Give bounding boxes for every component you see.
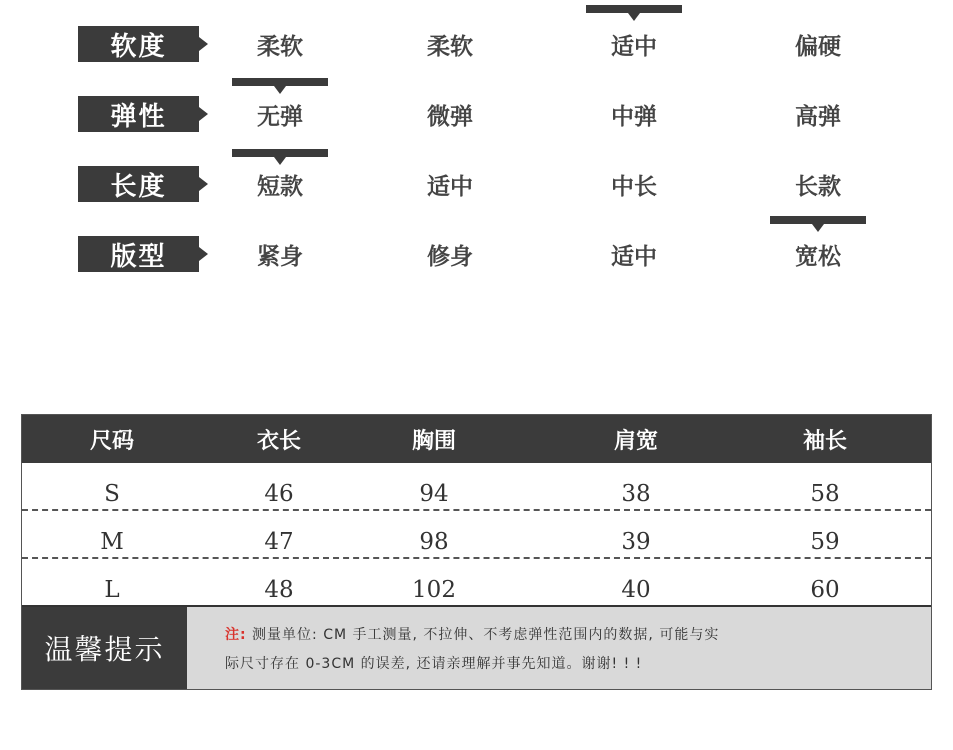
table-row (22, 559, 931, 607)
cell-size: M (100, 529, 124, 555)
selection-marker-softness (586, 5, 682, 13)
attribute-option: 偏硬 (795, 33, 841, 60)
cell-chest: 102 (412, 577, 456, 603)
tip-line-1 (225, 621, 917, 650)
attribute-option: 适中 (427, 173, 473, 200)
tip-text-1: 测量单位: CM 手工测量, 不拉伸、不考虑弹性范围内的数据, 可能与实 (246, 627, 720, 643)
cell-size: S (104, 481, 120, 507)
tip-text-2: 际尺寸存在 0-3CM 的误差, 还请亲理解并事先知道。谢谢! ! ! (225, 656, 643, 672)
attribute-row-fit (0, 236, 953, 296)
header-size: 尺码 (89, 428, 134, 454)
header-sleeve: 袖长 (802, 428, 847, 454)
attribute-option: 高弹 (795, 103, 841, 130)
cell-chest: 98 (419, 529, 449, 555)
attribute-row-softness (0, 26, 953, 86)
attribute-option: 紧身 (257, 243, 303, 270)
attribute-option: 适中 (611, 33, 657, 60)
attribute-label: 弹性 (78, 96, 199, 132)
attribute-option: 微弹 (427, 103, 473, 130)
attribute-option: 修身 (427, 243, 473, 270)
attribute-option: 中长 (611, 173, 657, 200)
attribute-option: 宽松 (795, 243, 841, 270)
tip-box (22, 605, 931, 689)
table-header (22, 415, 931, 463)
cell-chest: 94 (419, 481, 449, 507)
header-chest: 胸围 (411, 428, 456, 454)
attribute-option: 短款 (257, 173, 303, 200)
table-row (22, 463, 931, 511)
cell-sleeve: 59 (810, 529, 840, 555)
attribute-option: 中弹 (611, 103, 657, 130)
cell-sleeve: 58 (810, 481, 840, 507)
size-table (21, 414, 932, 690)
header-length: 衣长 (256, 428, 301, 454)
attribute-option: 适中 (611, 243, 657, 270)
attribute-label: 长度 (78, 166, 199, 202)
attribute-option: 柔软 (427, 33, 473, 60)
tip-content (187, 607, 931, 689)
header-shoulder: 肩宽 (613, 428, 658, 454)
cell-length: 47 (264, 529, 294, 555)
cell-length: 48 (264, 577, 294, 603)
selection-marker-elasticity (232, 78, 328, 86)
cell-shoulder: 39 (621, 529, 651, 555)
cell-shoulder: 40 (621, 577, 651, 603)
table-row (22, 511, 931, 559)
attribute-label: 版型 (78, 236, 199, 272)
attribute-label: 软度 (78, 26, 199, 62)
tip-note-label: 注: (225, 627, 247, 643)
attribute-row-elasticity (0, 96, 953, 156)
attribute-option: 长款 (795, 173, 841, 200)
tip-title: 温馨提示 (22, 607, 187, 689)
cell-shoulder: 38 (621, 481, 651, 507)
attribute-option: 无弹 (257, 103, 303, 130)
cell-sleeve: 60 (810, 577, 840, 603)
selection-marker-fit (770, 216, 866, 224)
selection-marker-length (232, 149, 328, 157)
attribute-option: 柔软 (257, 33, 303, 60)
cell-length: 46 (264, 481, 294, 507)
cell-size: L (104, 577, 120, 603)
